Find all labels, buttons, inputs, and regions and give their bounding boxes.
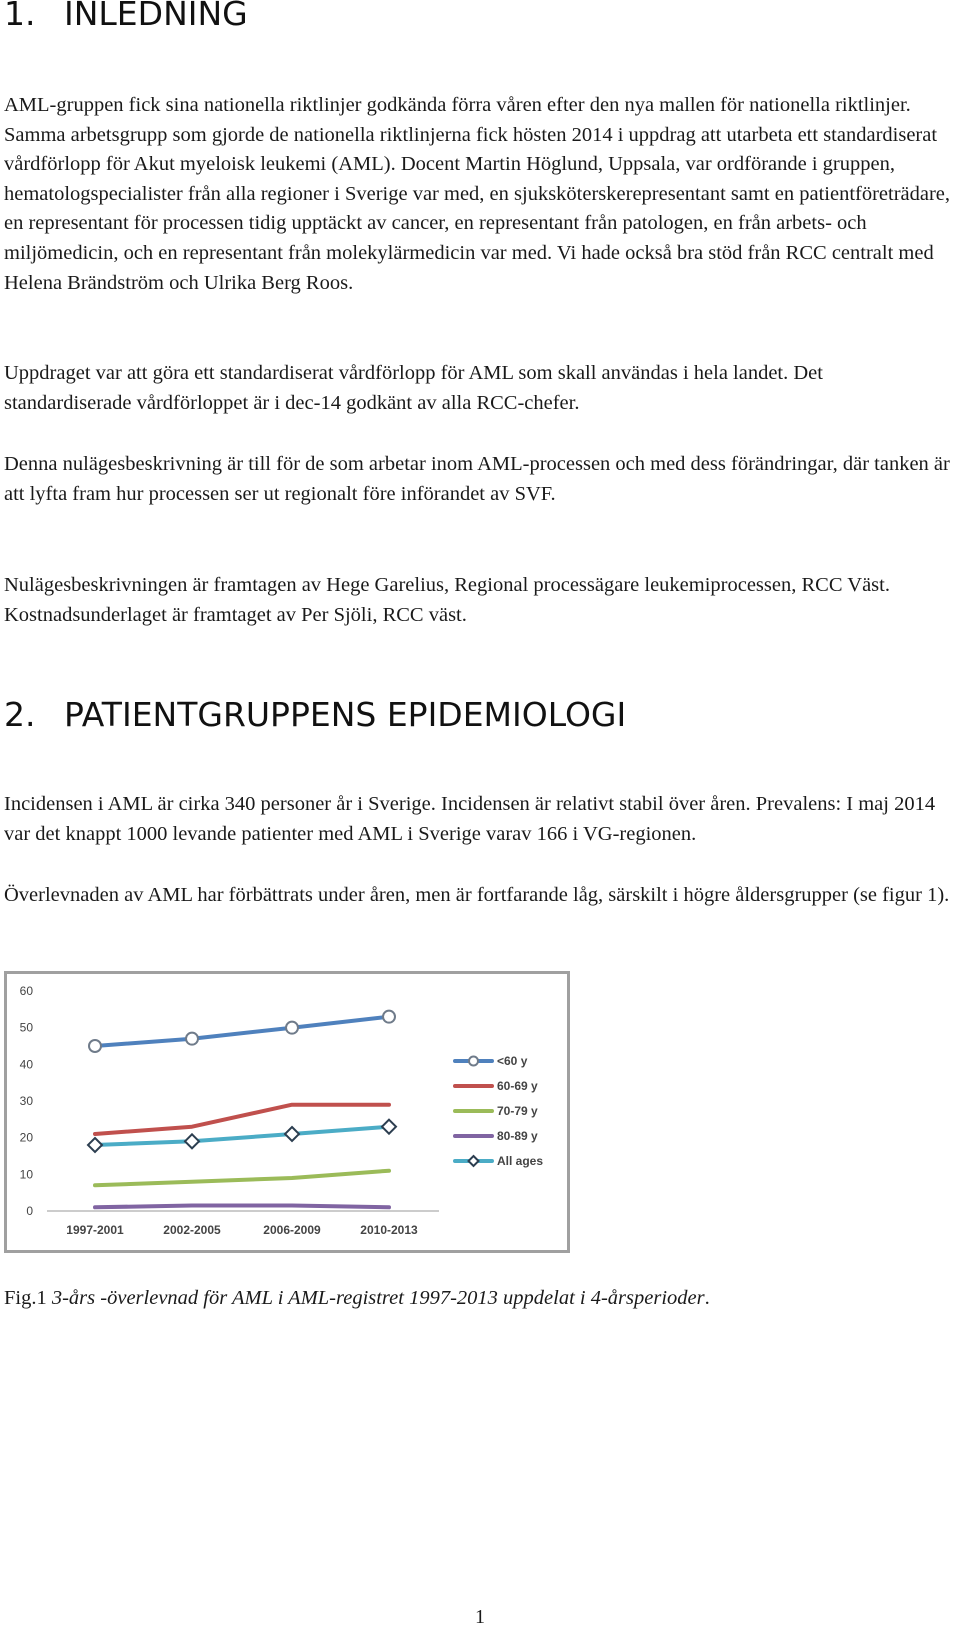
y-tick-label: 40 xyxy=(19,1057,33,1072)
y-tick-label: 50 xyxy=(19,1020,33,1035)
series-line xyxy=(95,1206,389,1208)
intro-paragraph-1: AML-gruppen fick sina nationella riktlinjer godkända förra våren efter den nya mallen för nationella riktlinjer. Samma arbetsgrupp som gjorde de nationella riktlinjerna fick hösten 2014 i uppdrag att utarbeta ett standardiserat vårdförlopp för Akut myeloisk leukemi (AML). Docent Martin Höglund, Uppsala, var ordförande i gruppen, hematologspecialister från alla regioner i Sverige var med, en sjuksköterskerepresentant samt en patientföreträdare, en representant för processen tidig upptäckt av cancer, en representant från patologen, en från arbets- och miljömedicin, och en representant från molekylärmedicin var med. Vi hade också bra stöd från RCC centralt med Helena Brändström och Ulrika Berg Roos. xyxy=(4,94,951,294)
data-point xyxy=(382,1120,396,1134)
epidemiology-paragraph-2: Överlevnaden av AML har förbättrats under åren, men är fortfarande låg, särskilt i högre åldersgrupper (se figur 1). xyxy=(4,884,950,906)
legend-label: 80-89 y xyxy=(497,1129,538,1143)
y-tick-label: 60 xyxy=(19,984,33,998)
survival-chart-canvas xyxy=(7,974,567,1250)
epidemiology-paragraph-1: Incidensen i AML är cirka 340 personer år i Sverige. Incidensen är relativt stabil över åren. Prevalens: I maj 2014 var det knappt 1000 levande patienter med AML i Sverige varav 166 i VG-regionen. xyxy=(4,793,936,845)
intro-paragraph-4: Nulägesbeskrivningen är framtagen av Hege Garelius, Regional processägare leukemiprocessen, RCC Väst. Kostnadsunderlaget är framtaget av Per Sjöli, RCC väst. xyxy=(4,574,890,626)
legend-label: All ages xyxy=(497,1154,544,1168)
section-1-heading xyxy=(4,0,248,32)
data-point xyxy=(88,1138,102,1152)
y-tick-label: 0 xyxy=(26,1204,33,1218)
section-2-title: PATIENTGRUPPENS EPIDEMIOLOGI xyxy=(64,695,627,734)
section-1-title: INLEDNING xyxy=(64,0,248,33)
page-number: 1 xyxy=(475,1606,485,1628)
y-tick-label: 20 xyxy=(19,1130,33,1145)
figure-caption-text: 3-års -överlevnad för AML i AML-registret 1997-2013 uppdelat i 4-årsperioder xyxy=(51,1287,705,1309)
data-point xyxy=(286,1022,298,1034)
legend-label: 70-79 y xyxy=(497,1104,538,1118)
x-tick-label: 2010-2013 xyxy=(360,1223,418,1237)
intro-paragraph-3: Denna nulägesbeskrivning är till för de som arbetar inom AML-processen och med dess förändringar, där tanken är att lyfta fram hur processen ser ut regionalt före införandet av SVF. xyxy=(4,453,950,505)
data-point xyxy=(185,1134,199,1148)
y-tick-label: 30 xyxy=(19,1094,33,1108)
legend-label: <60 y xyxy=(497,1054,528,1068)
intro-paragraph-2: Uppdraget var att göra ett standardiserat vårdförlopp för AML som skall användas i hela landet. Det standardiserade vårdförloppet är i dec-14 godkänt av alla RCC-chefer. xyxy=(4,362,823,414)
legend-marker xyxy=(469,1156,479,1166)
section-1-number: 1. xyxy=(4,0,36,33)
x-tick-label: 2002-2005 xyxy=(163,1223,221,1237)
figure-caption-label: Fig.1 xyxy=(4,1287,47,1309)
y-tick-label: 10 xyxy=(19,1167,33,1182)
series-line xyxy=(95,1017,389,1046)
legend-label: 60-69 y xyxy=(497,1079,538,1093)
legend-marker xyxy=(469,1057,478,1066)
section-2-number: 2. xyxy=(4,695,36,734)
data-point xyxy=(285,1127,299,1141)
figure-caption xyxy=(4,1284,710,1312)
data-point xyxy=(383,1011,395,1023)
survival-chart xyxy=(4,971,570,1253)
series-line xyxy=(95,1171,389,1186)
figure-caption-end: . xyxy=(704,1287,710,1309)
data-point xyxy=(186,1033,198,1045)
x-tick-label: 2006-2009 xyxy=(263,1223,321,1237)
data-point xyxy=(89,1040,101,1052)
x-tick-label: 1997-2001 xyxy=(66,1223,124,1237)
section-2-heading xyxy=(4,697,626,733)
